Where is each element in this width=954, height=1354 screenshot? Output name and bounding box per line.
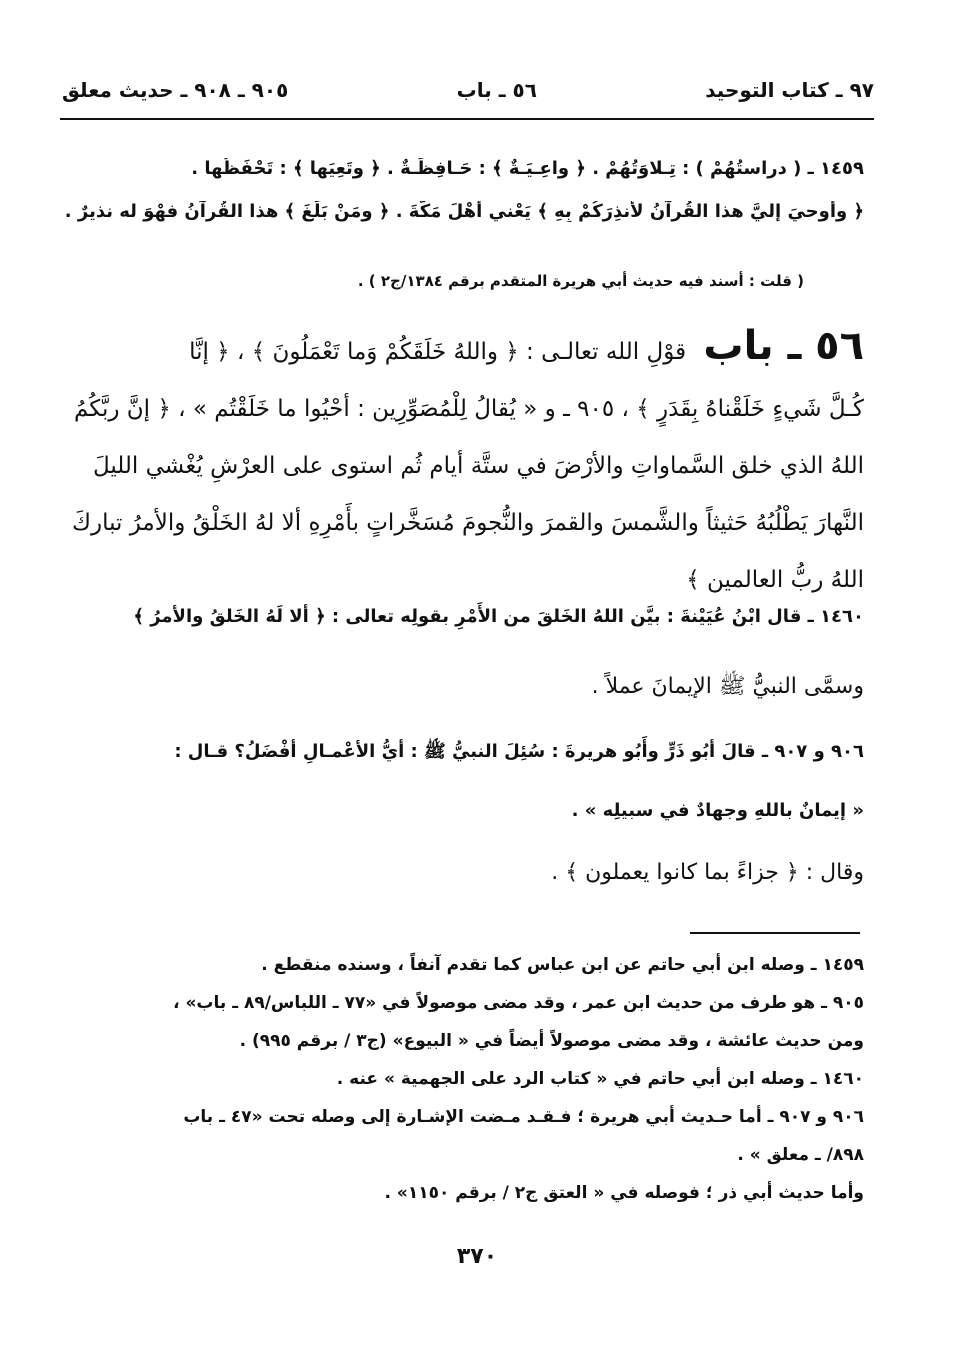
footnote-906-abu-dharr: وأما حديث أبي ذر ؛ فوصله في « العتق ج٢ / برقم ١١٥٠» .: [384, 1183, 864, 1203]
text-line: النَّهارَ يَطْلُبُهُ حَثيثاً والشَّمسَ والقمرَ والنُّجومَ مُسَخَّراتٍ بأَمْرِهِ ألا لهُ الخَلْقُ والأمرُ تباركَ: [72, 510, 864, 536]
paragraph-906-b: « إيمانٌ باللهِ وجهادٌ في سبيلِه » .: [571, 800, 864, 821]
header-hadith-range: ٩٠٥ ـ ٩٠٨ ـ حديث معلق: [62, 78, 289, 102]
paragraph-1459: [55, 158, 864, 222]
header-chapter: ٥٦ ـ باب: [456, 78, 537, 102]
footnote-906-cont: ٨٩٨/ ـ معلق » .: [737, 1145, 864, 1165]
text-line: ١٤٥٩ ـ ( دراستُهُمْ ) : تِـلاوَتُهُمْ . ﴿ واعِـيَـةٌ ﴾ : حَـافِظَـةٌ . ﴿ وتَعِيَها ﴾ : تَحْفَظُها .: [191, 158, 864, 179]
text-line: اللهُ ربُّ العالمين ﴾: [686, 567, 864, 593]
text-line: كُـلَّ شَيءٍ خَلَقْناهُ بِقَدَرٍ ﴾ ، ٩٠٥ ـ و « يُقالُ لِلْمُصَوِّرِين : أحْيُوا ما خَلَقْتُم » ، ﴿ إنَّ ربَّكُمُ: [73, 396, 864, 422]
page-number: ٣٧٠: [456, 1244, 498, 1269]
footnote-1459: ١٤٥٩ ـ وصله ابن أبي حاتم عن ابن عباس كما تقدم آنفاً ، وسنده منقطع .: [261, 955, 864, 975]
paragraph-906: ٩٠٦ و ٩٠٧ ـ قالَ أبُو ذَرٍّ وأَبُو هريرةَ : سُئِلَ النبيُّ ﷺ : أيُّ الأعْمـالِ أفْضَلُ؟ قـال :: [174, 741, 864, 762]
paragraph-1460-b: وسمَّى النبيُّ ﷺ الإيمانَ عملاً .: [591, 674, 864, 699]
footnote-1460: ١٤٦٠ ـ وصله ابن أبي حاتم في « كتاب الرد على الجهمية » عنه .: [336, 1069, 864, 1089]
text-line: ﴿ وأُوحيَ إليَّ هذا القُرآنُ لأُنذِرَكُمْ بِهِ ﴾ يَعْني أَهْلَ مَكَّةَ . ﴿ ومَنْ بَلَغَ ﴾ هذا القُرآنُ فهْوَ له نذيرٌ .: [64, 201, 864, 222]
footnote-905: ٩٠٥ ـ هو طرف من حديث ابن عمر ، وقد مضى موصولاً في «٧٧ ـ اللباس/٨٩ ـ باب» ،: [173, 993, 864, 1013]
footnote-905-cont: ومن حديث عائشة ، وقد مضى موصولاً أيضاً في « البيوع» (ج٣ / برقم ٩٩٥) .: [239, 1031, 864, 1051]
footnote-divider: [690, 932, 860, 934]
paragraph-906-c: وقال : ﴿ جزاءً بما كانوا يعملون ﴾ .: [551, 860, 864, 885]
text-line: اللهُ الذي خلق السَّماواتِ والأرْضَ في ستَّة أيام ثُم استوى على العرْشِ يُغْشي الليلَ: [92, 453, 864, 479]
running-header: [62, 70, 874, 110]
chapter-heading-line: [55, 318, 864, 381]
footnotes: [55, 946, 864, 1212]
chapter-56: [55, 318, 864, 609]
header-divider: [60, 118, 874, 120]
chapter-text: قوْلِ الله تعالـى : ﴿ واللهُ خَلَقَكُمْ وَما تَعْمَلُونَ ﴾ ، ﴿ إنَّا: [189, 339, 687, 365]
editor-note: ( قلت : أسند فيه حديث أبي هريرة المتقدم برقم ١٣٨٤/ج٢ ) .: [357, 272, 804, 290]
chapter-number: ٥٦ ـ باب: [703, 323, 864, 369]
header-book-title: ٩٧ ـ كتاب التوحيد: [705, 78, 874, 102]
paragraph-1460: ١٤٦٠ ـ قال ابْنُ عُيَيْنةَ : بيَّن اللهُ الخَلقَ من الأَمْرِ بقولِه تعالى : ﴿ ألا لَهُ الخَلقُ والأمرُ ﴾: [133, 606, 864, 627]
footnote-906: ٩٠٦ و ٩٠٧ ـ أما حـديث أبي هريرة ؛ فـقـد مـضت الإشـارة إلى وصله تحت «٤٧ ـ باب: [183, 1107, 864, 1127]
